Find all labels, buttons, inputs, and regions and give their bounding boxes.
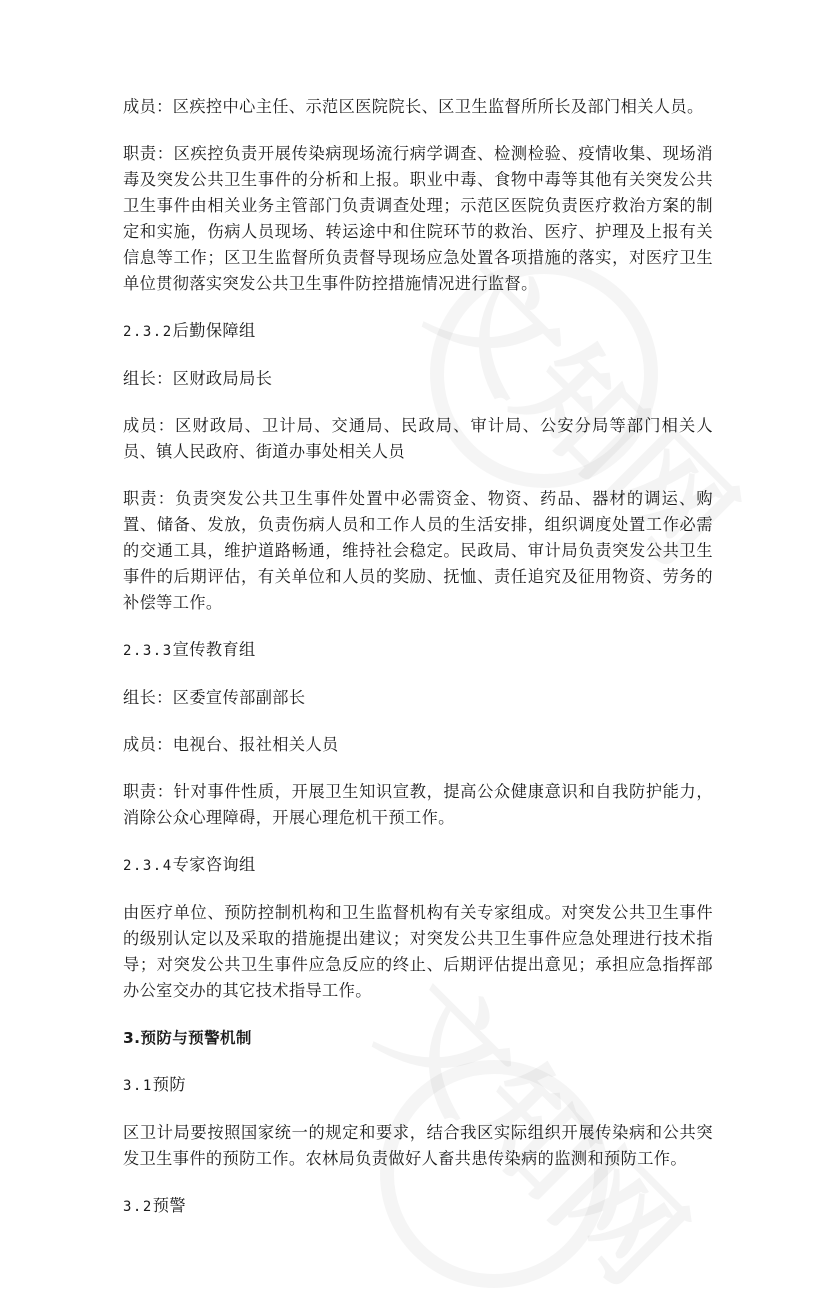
section-number: 2.3.2	[123, 324, 173, 340]
section-heading-3-2	[123, 1193, 713, 1220]
paragraph-duties-3: 职责：针对事件性质，开展卫生知识宣教，提高公众健康意识和自我防护能力，消除公众心理障碍，开展心理危机干预工作。	[123, 782, 713, 827]
section-number: 2.3.4	[123, 858, 173, 874]
section-heading-2-3-4	[123, 852, 713, 879]
paragraph-prevention: 区卫计局要按照国家统一的规定和要求，结合我区实际组织开展传染病和公共突发卫生事件的预防工作。农林局负责做好人畜共患传染病的监测和预防工作。	[123, 1123, 713, 1168]
paragraph-leader-2: 组长：区财政局局长	[123, 369, 273, 388]
paragraph-duties-2: 职责：负责突发公共卫生事件处置中必需资金、物资、药品、器材的调运、购置、储备、发放，负责伤病人员和工作人员的生活安排，组织调度处置工作必需的交通工具，维护道路畅通，维持社会稳定。民政局、审计局负责突发公共卫生事件的后期评估，有关单位和人员的奖励、抚恤、责任追究及征用物资、劳务的补偿等工作。	[123, 489, 713, 612]
paragraph-leader-3: 组长：区委宣传部副部长	[123, 688, 306, 707]
section-title: 预警	[152, 1196, 186, 1215]
paragraph-duties-1: 职责：区疾控负责开展传染病现场流行病学调查、检测检验、疫情收集、现场消毒及突发公共卫生事件的分析和上报。职业中毒、食物中毒等其他有关突发公共卫生事件由相关业务主管部门负责调查处理；示范区医院负责医疗救治方案的制定和实施，伤病人员现场、转运途中和住院环节的救治、医疗、护理及上报有关信息等工作；区卫生监督所负责督导现场应急处置各项措施的落实，对医疗卫生单位贯彻落实突发公共卫生事件防控措施情况进行监督。	[123, 144, 713, 293]
section-title: 预防	[152, 1075, 186, 1094]
section-title: 后勤保障组	[172, 321, 256, 340]
section-heading-3-1	[123, 1072, 713, 1099]
chapter-heading-3: 3.预防与预警机制	[123, 1029, 252, 1047]
paragraph-members-2: 成员：区财政局、卫计局、交通局、民政局、审计局、公安分局等部门相关人员、镇人民政府、街道办事处相关人员	[123, 416, 713, 461]
section-title: 专家咨询组	[172, 855, 256, 874]
section-title: 宣传教育组	[172, 640, 256, 659]
section-number: 3.1	[123, 1078, 153, 1094]
document-body	[123, 94, 713, 1241]
section-heading-2-3-3	[123, 637, 713, 664]
paragraph-members-3: 成员：电视台、报社相关人员	[123, 735, 339, 754]
paragraph-expert-group: 由医疗单位、预防控制机构和卫生监督机构有关专家组成。对突发公共卫生事件的级别认定以及采取的措施提出建议；对突发公共卫生事件应急处理进行技术指导；对突发公共卫生事件应急反应的终止、后期评估提出意见；承担应急指挥部办公室交办的其它技术指导工作。	[123, 903, 713, 1000]
section-number: 3.2	[123, 1199, 153, 1215]
paragraph-members-1: 成员：区疾控中心主任、示范区医院院长、区卫生监督所所长及部门相关人员。	[123, 97, 704, 116]
section-number: 2.3.3	[123, 643, 173, 659]
section-heading-2-3-2	[123, 318, 713, 345]
